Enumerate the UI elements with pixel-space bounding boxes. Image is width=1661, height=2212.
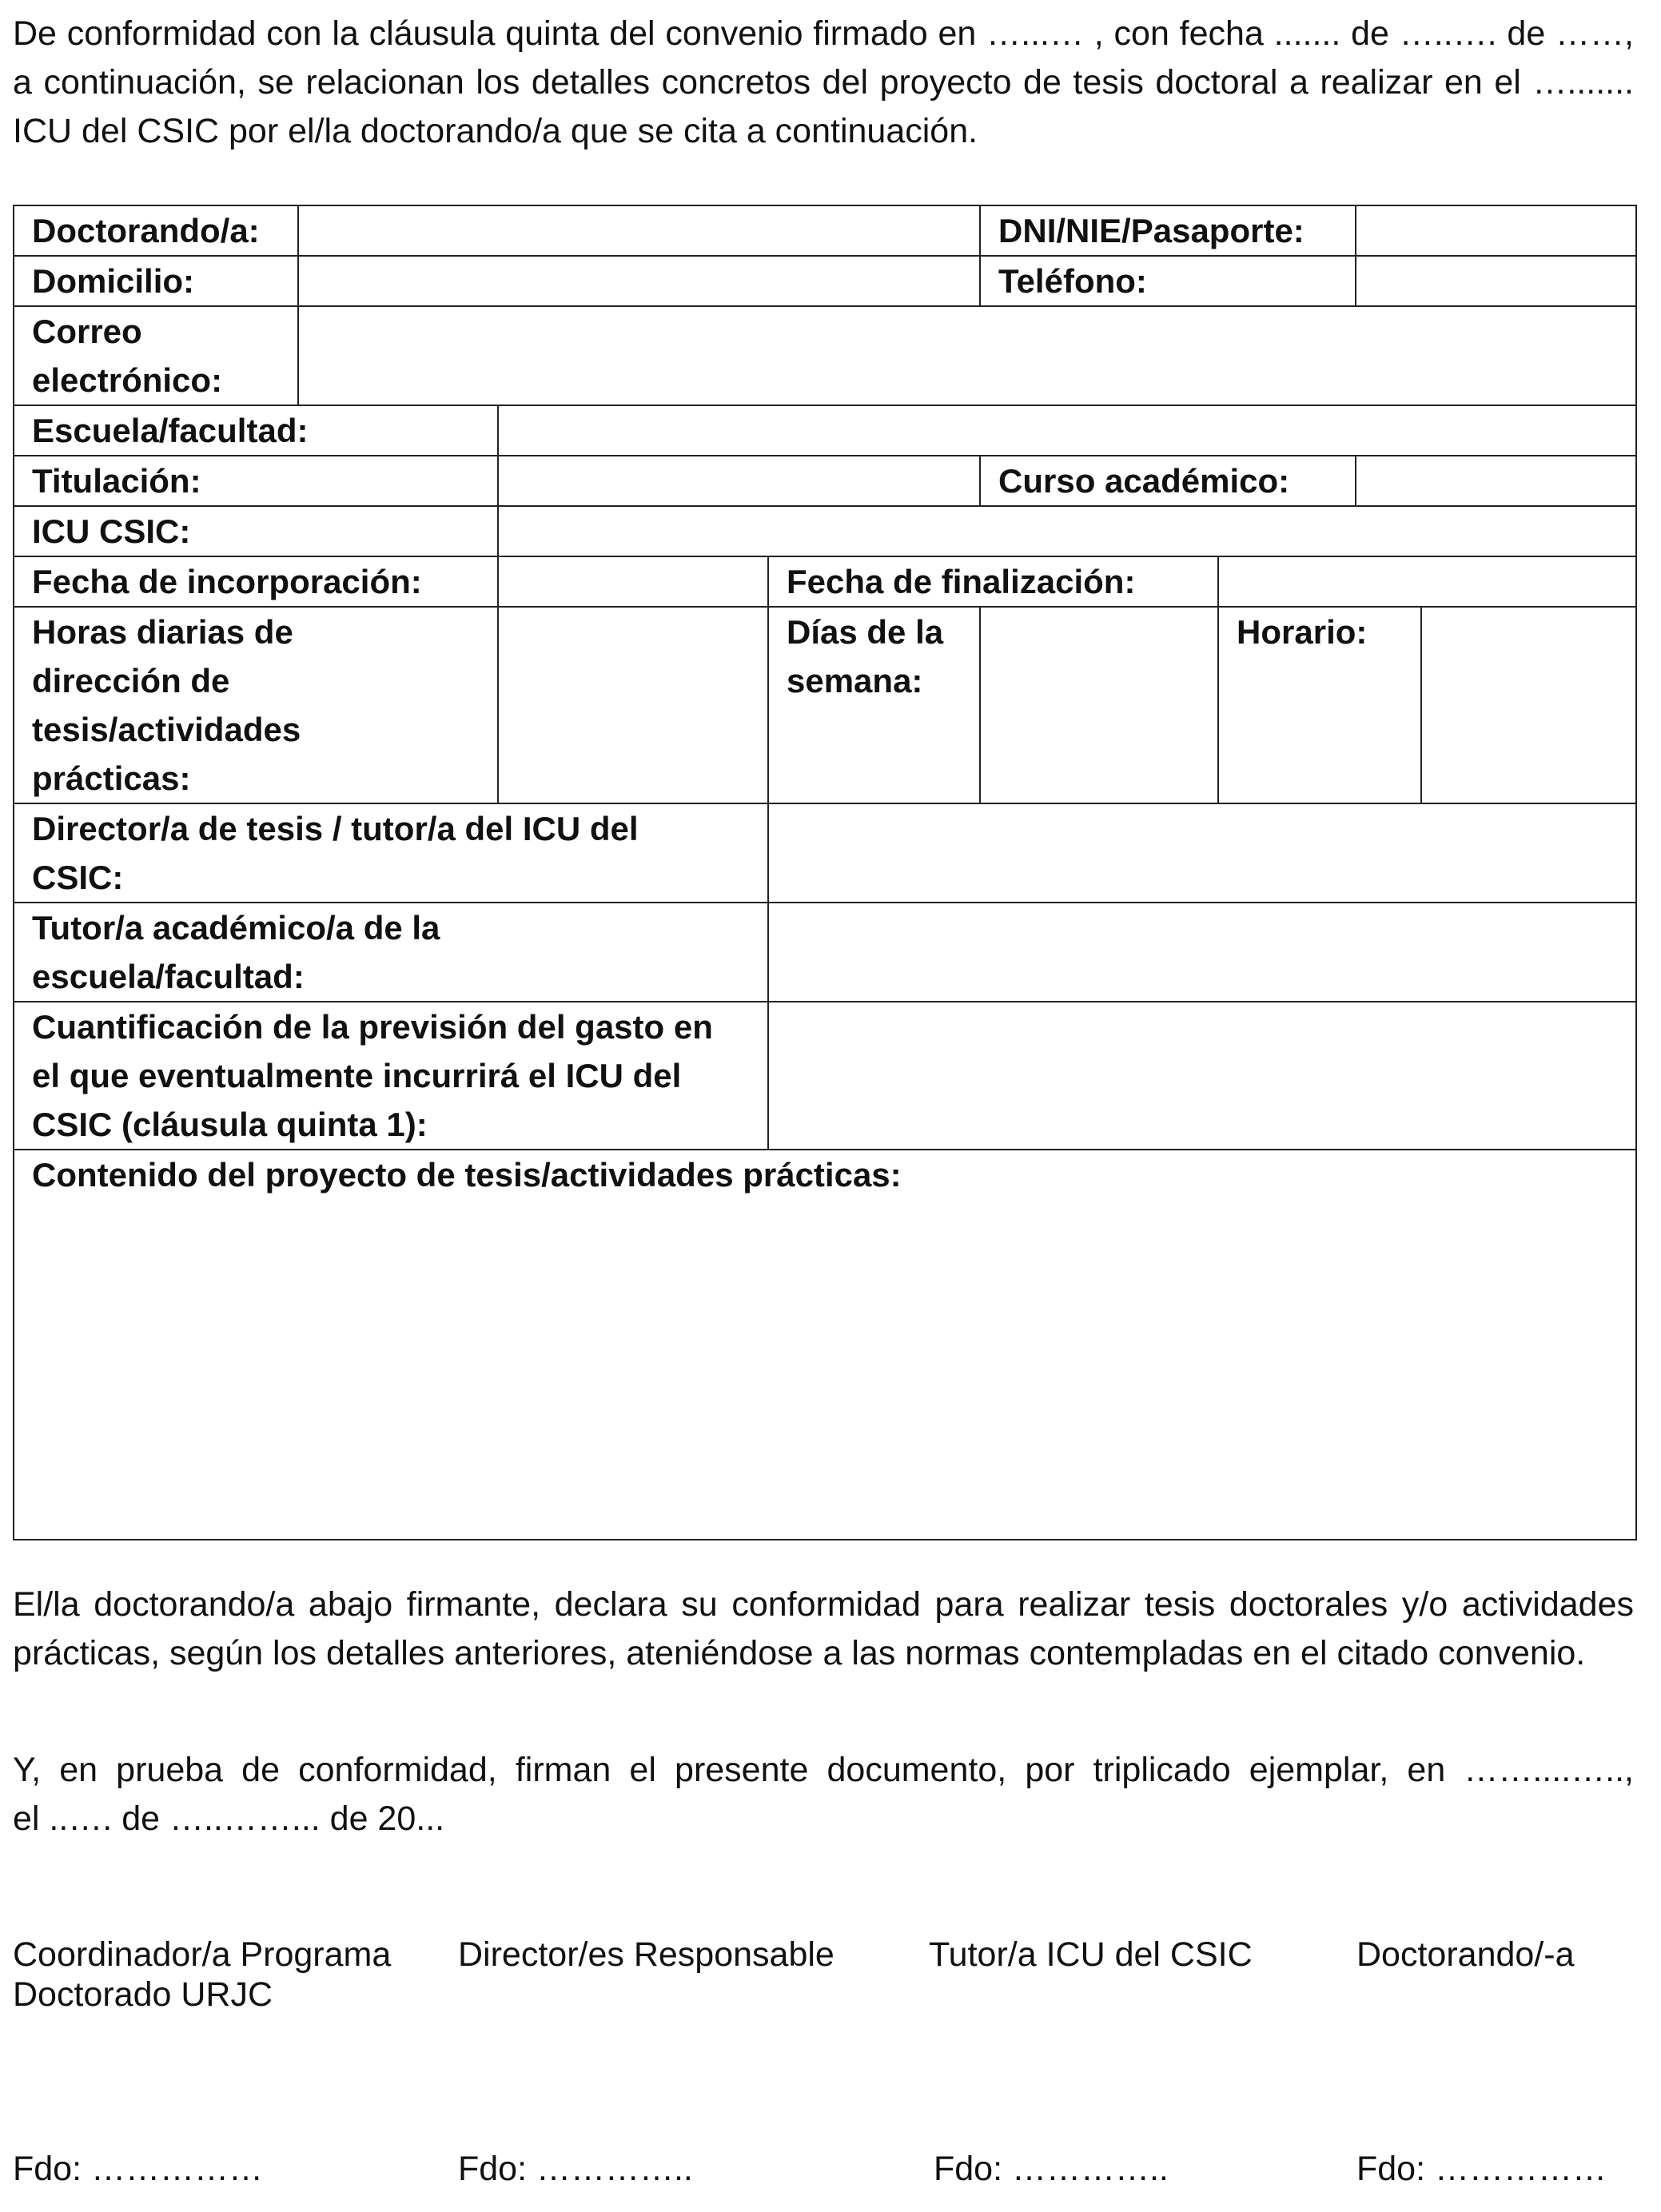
field-telefono[interactable] xyxy=(1356,256,1636,306)
thesis-details-table xyxy=(13,205,1637,1540)
field-fecha-incorporacion[interactable] xyxy=(498,556,768,607)
fdo-coordinador[interactable]: Fdo: …………… xyxy=(13,2150,263,2188)
field-fecha-finalizacion[interactable] xyxy=(1218,556,1636,607)
signer-tutor: Tutor/a ICU del CSIC xyxy=(929,1935,1253,1974)
field-domicilio[interactable] xyxy=(298,256,980,306)
fdo-director[interactable]: Fdo: ………….. xyxy=(458,2150,693,2188)
field-director[interactable] xyxy=(768,803,1636,903)
field-horas[interactable] xyxy=(498,607,768,803)
label-horario: Horario: xyxy=(1218,607,1421,803)
field-horario[interactable] xyxy=(1421,607,1636,803)
signer-coordinador-line1: Coordinador/a Programa xyxy=(13,1935,392,1974)
field-dias[interactable] xyxy=(980,607,1218,803)
field-doctorando[interactable] xyxy=(298,205,980,256)
field-tutor[interactable] xyxy=(768,903,1636,1002)
field-icu[interactable] xyxy=(498,506,1636,556)
conformity-line1: Y, en prueba de conformidad, firman el presente documento, por triplicado ejemplar, en ……....….., xyxy=(13,1751,1634,1789)
label-tutor: Tutor/a académico/a de la escuela/facultad: xyxy=(14,903,768,1002)
label-titulacion: Titulación: xyxy=(14,456,498,506)
conformity-line2: el ..…. de …..……... de 20... xyxy=(13,1799,445,1838)
label-director: Director/a de tesis / tutor/a del ICU del CSIC: xyxy=(14,803,768,903)
label-telefono: Teléfono: xyxy=(980,256,1356,306)
label-contenido: Contenido del proyecto de tesis/actividades prácticas: xyxy=(32,1156,902,1194)
label-correo xyxy=(14,306,298,405)
label-curso: Curso académico: xyxy=(980,456,1356,506)
signer-coordinador-line2: Doctorado URJC xyxy=(13,1975,273,2014)
label-dni: DNI/NIE/Pasaporte: xyxy=(980,205,1356,256)
label-correo-line2: electrónico: xyxy=(32,361,223,399)
label-fecha-incorporacion: Fecha de incorporación: xyxy=(14,556,498,607)
field-escuela[interactable] xyxy=(498,405,1636,456)
signer-doctorando: Doctorando/-a xyxy=(1356,1935,1575,1974)
label-fecha-finalizacion: Fecha de finalización: xyxy=(768,556,1218,607)
label-dias: Días de la semana: xyxy=(768,607,980,803)
label-gasto: Cuantificación de la previsión del gasto en el que eventualmente incurrirá el ICU del CSIC (cláusula quinta 1): xyxy=(14,1002,768,1150)
conformity-paragraph xyxy=(13,1746,1634,1843)
label-correo-line1: Correo xyxy=(32,313,142,350)
label-icu: ICU CSIC: xyxy=(14,506,498,556)
field-contenido[interactable] xyxy=(14,1150,1636,1540)
field-dni[interactable] xyxy=(1356,205,1636,256)
label-horas: Horas diarias de dirección de tesis/actividades prácticas: xyxy=(14,607,498,803)
label-doctorando: Doctorando/a: xyxy=(14,205,298,256)
field-gasto[interactable] xyxy=(768,1002,1636,1150)
label-domicilio: Domicilio: xyxy=(14,256,298,306)
field-titulacion[interactable] xyxy=(498,456,980,506)
fdo-doctorando[interactable]: Fdo: …………… xyxy=(1356,2150,1607,2188)
declaration-paragraph: El/la doctorando/a abajo firmante, declara su conformidad para realizar tesis doctorales y/o actividades prácticas, según los detalles anteriores, ateniéndose a las normas contempladas en el citado convenio. xyxy=(13,1585,1634,1672)
field-curso[interactable] xyxy=(1356,456,1636,506)
signer-coordinador xyxy=(13,1935,391,2015)
label-escuela: Escuela/facultad: xyxy=(14,405,498,456)
intro-paragraph: De conformidad con la cláusula quinta del convenio firmado en …...… , con fecha ....... de …..…. de ……, a continuación, se relacionan los detalles concretos del proyecto de tesis doctoral a realizar en el …....... ICU del CSIC por el/la doctorando/a que se cita a continuación. xyxy=(13,14,1634,150)
fdo-tutor[interactable]: Fdo: ………….. xyxy=(934,2150,1169,2188)
field-correo[interactable] xyxy=(298,306,1636,405)
signer-director: Director/es Responsable xyxy=(458,1935,834,1974)
